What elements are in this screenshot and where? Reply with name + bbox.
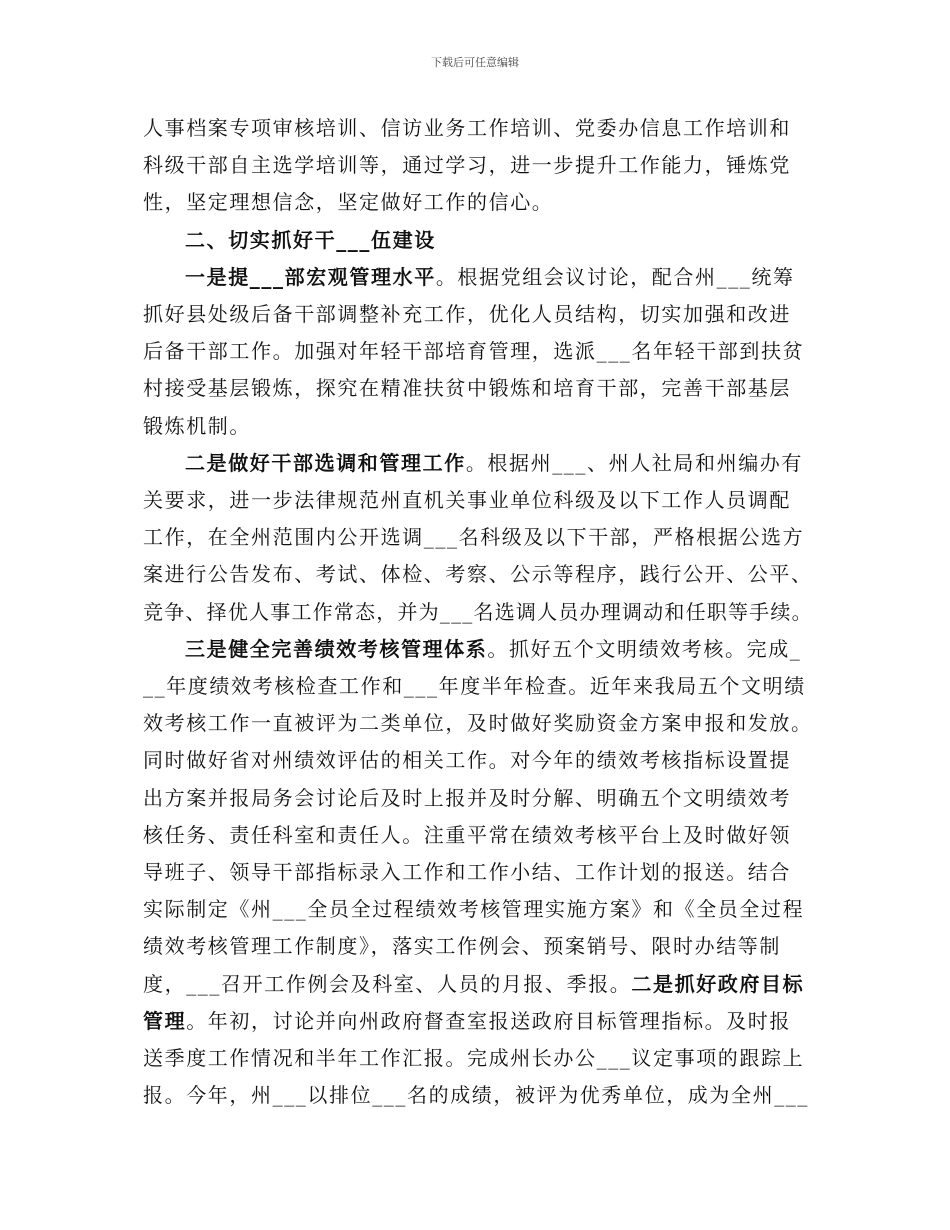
text-segment: 报。今年，州___以排位___名的成绩，被评为优秀单位，成为全州___ — [143, 1083, 809, 1108]
text-line — [143, 822, 813, 848]
text-segment: 出方案并报局务会讨论后及时上报并及时分解、明确五个文明绩效考 — [143, 785, 791, 810]
text-segment: 。年初，讨论并向州政府督查室报送政府目标管理指标。及时报 — [186, 1008, 792, 1033]
bold-text: 二是抓好政府目标 — [631, 971, 805, 996]
text-line — [143, 413, 813, 439]
text-line — [143, 933, 813, 959]
text-line — [143, 338, 813, 364]
text-line — [185, 264, 813, 290]
text-line — [143, 189, 813, 215]
text-line — [143, 115, 813, 141]
text-segment: 性，坚定理想信念，坚定做好工作的信心。 — [143, 190, 554, 215]
text-segment: 锻炼机制。 — [143, 413, 251, 438]
text-segment: 科级干部自主选学培训等，通过学习，进一步提升工作能力，锤炼党 — [143, 153, 791, 178]
text-line — [143, 859, 813, 885]
text-segment: 。抓好五个文明绩效考核。完成_ — [487, 636, 802, 661]
bold-text: 管理 — [143, 1008, 187, 1033]
text-line — [143, 524, 813, 550]
text-segment: 绩效考核管理工作制度》，落实工作例会、预案销号、限时办结等制 — [143, 934, 781, 959]
text-segment: 导班子、领导干部指标录入工作和工作小结、工作计划的报送。结合 — [143, 860, 791, 884]
text-segment: __年度绩效考核检查工作和___年度半年检查。近年来我局五个文明绩 — [143, 674, 806, 698]
bold-text: 二是做好干部选调和管理工作 — [185, 450, 466, 475]
text-segment: 村接受基层锻炼，探究在精准扶贫中锻炼和培育干部，完善干部基层 — [143, 376, 791, 401]
text-segment: 效考核工作一直被评为二类单位，及时做好奖励资金方案申报和发放。 — [143, 711, 813, 736]
bold-text: 一是提___部宏观管理水平 — [185, 264, 436, 289]
text-line — [143, 1045, 813, 1071]
text-line — [143, 152, 813, 178]
text-segment: 送季度工作情况和半年工作汇报。完成州长办公___议定事项的跟踪上 — [143, 1046, 805, 1070]
text-segment: 案进行公告发布、考试、体检、考察、公示等程序，践行公开、公平、 — [143, 562, 813, 587]
text-segment: 。根据党组会议讨论，配合州___统筹 — [435, 264, 795, 289]
text-segment: 后备干部工作。加强对年轻干部培育管理，选派___名年轻干部到扶贫 — [143, 339, 805, 364]
text-line — [143, 673, 813, 699]
text-segment: 度，___召开工作例会及科室、人员的月报、季报。 — [143, 971, 632, 996]
text-line — [143, 301, 813, 327]
text-segment: 关要求，进一步法律规范州直机关事业单位科级及以下工作人员调配 — [143, 488, 791, 512]
text-line — [143, 561, 813, 587]
text-segment: 人事档案专项审核培训、信访业务工作培训、党委办信息工作培训和 — [143, 116, 791, 140]
text-line — [185, 227, 813, 253]
text-line — [143, 785, 813, 811]
text-segment: 实际制定《州___全员全过程绩效考核管理实施方案》和《全员全过程 — [143, 897, 805, 922]
text-line — [185, 636, 813, 662]
text-line — [143, 896, 813, 922]
bold-text: 三是健全完善绩效考核管理体系 — [185, 636, 488, 661]
text-segment: 竞争、择优人事工作常态，并为___名选调人员办理调动和任职等手续。 — [143, 599, 813, 624]
text-line — [143, 487, 813, 513]
text-line — [143, 375, 813, 401]
text-segment: 核任务、责任科室和责任人。注重平常在绩效考核平台上及时做好领 — [143, 822, 791, 847]
text-segment: 。根据州___、州人社局和州编办有 — [465, 450, 804, 475]
text-line — [143, 599, 813, 625]
text-line — [185, 450, 813, 476]
text-line — [143, 1082, 813, 1108]
text-line — [143, 1008, 813, 1034]
text-segment: 同时做好省对州绩效评估的相关工作。对今年的绩效考核指标设置提 — [143, 748, 791, 773]
text-line — [143, 710, 813, 736]
text-line — [143, 747, 813, 773]
text-segment: 工作，在全州范围内公开选调___名科级及以下干部，严格根据公选方 — [143, 525, 805, 550]
text-line — [143, 971, 813, 997]
page-header: 下载后可任意编辑 — [431, 56, 519, 69]
text-segment: 抓好县处级后备干部调整补充工作，优化人员结构，切实加强和改进 — [143, 302, 791, 326]
bold-text: 二、切实抓好干___伍建设 — [185, 227, 436, 252]
